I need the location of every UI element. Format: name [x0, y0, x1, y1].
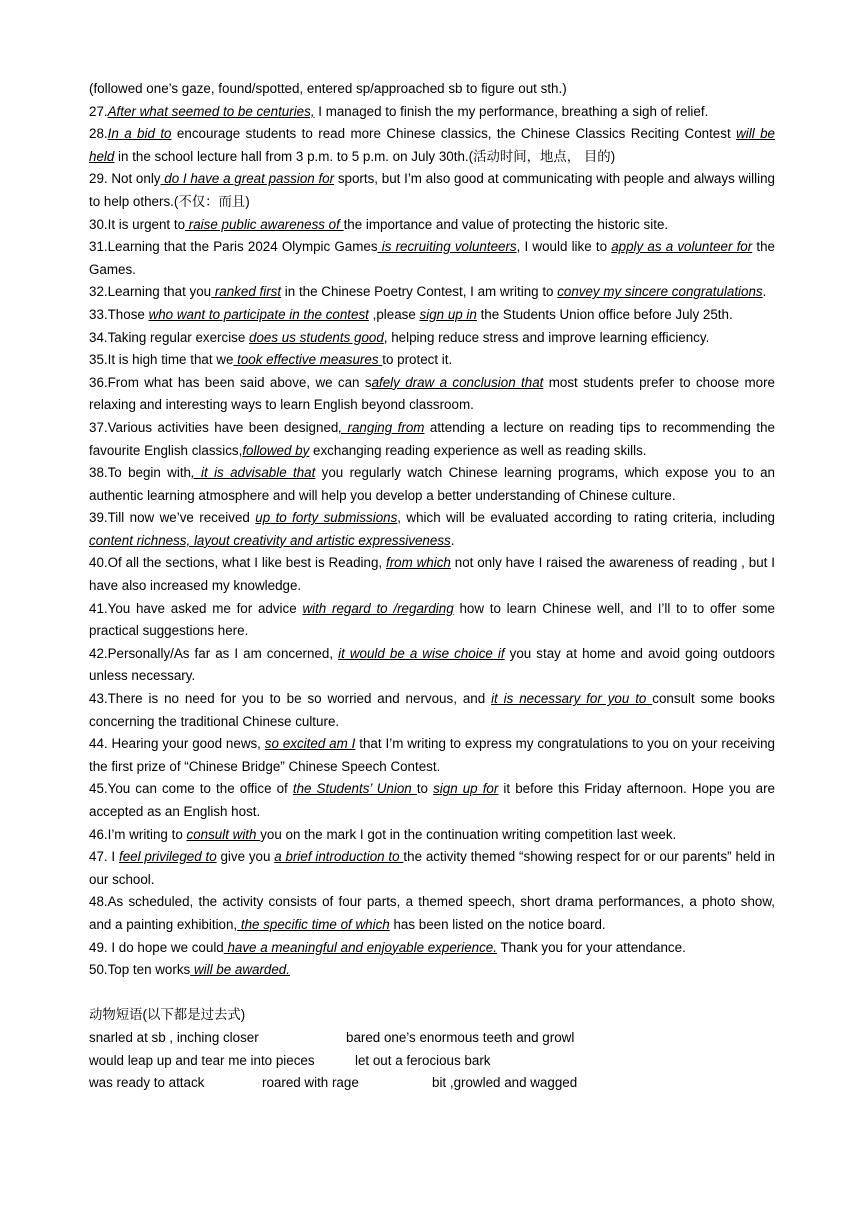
sentence-text: 44. Hearing your good news, — [89, 736, 265, 752]
key-phrase: it is necessary for you to — [491, 691, 653, 707]
sentence-paragraph — [89, 281, 775, 304]
key-phrase: the Students’ Union — [292, 781, 417, 797]
sentence-paragraph — [89, 778, 775, 823]
animal-phrase: bared one’s enormous teeth and growl — [346, 1029, 575, 1045]
key-phrase: consult with — [186, 826, 261, 842]
sentence-text: the Games. — [89, 239, 776, 277]
sentence-text: most students prefer to choose more relaxing and interesting ways to learn English beyond classroom. — [89, 374, 775, 413]
sentence-text: how to learn Chinese well, and I’ll to to offer some practical suggestions here. — [89, 600, 775, 639]
key-phrase: sign up in — [419, 306, 477, 322]
key-phrase: followed by — [242, 442, 310, 458]
sentence-text: Thank you for your attendance. — [496, 939, 686, 955]
sentence-text: 39.Till now we’ve received — [89, 510, 256, 526]
sentence-paragraph — [89, 846, 775, 891]
sentence-text: 28. — [89, 126, 108, 142]
sentence-paragraph — [89, 733, 775, 778]
key-phrase: After what seemed to be centuries, — [107, 103, 315, 119]
animal-phrase: was ready to attack — [89, 1075, 205, 1091]
sentence-text: that I’m writing to express my congratulations to you on your receiving the first prize of “Chinese Bridge” Chinese Speech Contest. — [89, 736, 775, 774]
key-phrase: ranked first — [211, 284, 282, 300]
sentence-text: 40.Of all the sections, what I like best is Reading, — [89, 555, 386, 571]
sentence-paragraph — [89, 598, 775, 643]
sentence-text: not only have I raised the awareness of reading , but I have also increased my knowledge. — [89, 555, 775, 594]
sentence-paragraph — [89, 417, 775, 462]
sentence-text: 46.I’m writing to — [89, 826, 187, 842]
sentence-paragraph — [89, 824, 775, 847]
sentence-text: 49. I do hope we could — [89, 939, 224, 955]
animal-phrase: would leap up and tear me into pieces — [89, 1052, 315, 1068]
key-phrase: does us students good — [249, 329, 384, 345]
sentence-text: 27. — [89, 103, 108, 119]
sentence-text: to — [416, 781, 434, 797]
sentence-paragraph — [89, 349, 775, 372]
sentence-text: 38.To begin with — [89, 465, 191, 481]
sentence-text: 36.From what has been said above, we can s — [89, 374, 372, 390]
sentence-paragraph — [89, 123, 775, 168]
sentence-text: 29. Not only — [89, 171, 161, 187]
sentence-text: 41.You have asked me for advice — [89, 600, 303, 616]
sentence-text: , I would like to — [516, 239, 612, 255]
sentence-paragraph — [89, 214, 775, 237]
key-phrase: convey my sincere congratulations — [557, 284, 763, 300]
sentence-list — [89, 78, 775, 982]
sentence-paragraph — [89, 236, 775, 281]
document-body — [89, 78, 775, 1095]
key-phrase: afely draw a conclusion that — [371, 374, 544, 390]
key-phrase: apply as a volunteer for — [611, 239, 753, 255]
key-phrase: raise public awareness of — [185, 216, 344, 232]
sentence-paragraph — [89, 688, 775, 733]
sentence-paragraph — [89, 643, 775, 688]
sentence-text: I managed to finish the my performance, breathing a sigh of relief. — [314, 103, 709, 119]
sentence-text: has been listed on the notice board. — [389, 916, 606, 932]
sentence-paragraph — [89, 891, 775, 936]
key-phrase: from which — [385, 555, 451, 571]
animal-phrase-row — [89, 1050, 775, 1073]
sentence-text: you regularly watch Chinese learning programs, which expose you to an authentic learning atmosphere and will help you develop a better understanding of Chinese culture. — [89, 465, 775, 503]
sentence-paragraph — [89, 959, 775, 982]
sentence-text: 34.Taking regular exercise — [89, 329, 250, 345]
sentence-text: 42.Personally/As far as I am concerned, — [89, 645, 339, 661]
sentence-paragraph — [89, 552, 775, 597]
sentence-text: in the Chinese Poetry Contest, I am writing to — [281, 284, 558, 300]
sentence-text: . — [450, 532, 455, 548]
sentence-text: encourage students to read more Chinese classics, the Chinese Classics Reciting Contest — [171, 126, 737, 142]
key-phrase: is recruiting volunteers — [377, 239, 517, 255]
sentence-text: attending a lecture on reading tips to recommending the favourite English classics, — [89, 419, 775, 458]
animal-phrase: roared with rage — [262, 1075, 359, 1091]
key-phrase: do I have a great passion for — [160, 171, 335, 187]
sentence-text: 45.You can come to the office of — [89, 781, 293, 797]
sentence-text: ,please — [368, 306, 420, 322]
sentence-text: 35.It is high time that we — [89, 352, 234, 368]
animal-phrase: let out a ferocious bark — [355, 1052, 491, 1068]
key-phrase: a brief introduction to — [274, 849, 404, 865]
sentence-text: the activity themed “showing respect for or our parents” held in our school. — [89, 849, 775, 887]
key-phrase: In a bid to — [107, 126, 172, 142]
key-phrase: up to forty submissions — [255, 510, 398, 526]
key-phrase: so excited am I — [264, 736, 356, 752]
sentence-paragraph — [89, 372, 775, 417]
sentence-text: 43.There is no need for you to be so worried and nervous, and — [89, 691, 492, 707]
sentence-text: . — [762, 284, 767, 300]
key-phrase: , it is advisable that — [191, 465, 316, 481]
key-phrase: who want to participate in the contest — [148, 306, 369, 322]
blank-line — [89, 982, 775, 1005]
sentence-paragraph — [89, 168, 775, 213]
sentence-text: to protect it. — [382, 352, 453, 368]
key-phrase: will be awarded. — [190, 962, 290, 978]
sentence-paragraph — [89, 507, 775, 552]
sentence-paragraph — [89, 304, 775, 327]
sentence-text: , helping reduce stress and improve learning efficiency. — [383, 329, 710, 345]
sentence-paragraph — [89, 462, 775, 507]
sentence-text: the Students Union office before July 25th. — [476, 306, 733, 322]
sentence-text: sports, but I’m also good at communicating with people and always willing to help others.(不仅：而且) — [89, 171, 775, 209]
key-phrase: sign up for — [433, 781, 499, 797]
sentence-paragraph — [89, 101, 775, 124]
animal-phrase: snarled at sb , inching closer — [89, 1029, 259, 1045]
sentence-paragraph — [89, 327, 775, 350]
sentence-text: you on the mark I got in the continuation writing competition last week. — [260, 826, 677, 842]
key-phrase: have a meaningful and enjoyable experience. — [223, 939, 497, 955]
sentence-text: 47. I — [89, 849, 119, 865]
key-phrase: took effective measures — [233, 352, 383, 368]
sentence-text: 37.Various activities have been designed — [89, 419, 339, 435]
key-phrase: feel privileged to — [118, 849, 217, 865]
sentence-text: exchanging reading experience as well as reading skills. — [309, 442, 647, 458]
key-phrase: the specific time of which — [237, 916, 390, 932]
animal-phrase-row — [89, 1072, 775, 1095]
sentence-text: 31.Learning that the Paris 2024 Olympic Games — [89, 239, 378, 255]
sentence-text: 50.Top ten works — [89, 962, 191, 978]
sentence-text: 30.It is urgent to — [89, 216, 186, 232]
sentence-text: 33.Those — [89, 306, 149, 322]
sentence-text: 32.Learning that you — [89, 284, 212, 300]
key-phrase: , ranging from — [338, 419, 425, 435]
sentence-text: (followed one’s gaze, found/spotted, entered sp/approached sb to figure out sth.) — [89, 81, 567, 96]
sentence-text: give you — [216, 849, 275, 865]
sentence-text: it before this Friday afternoon. Hope you are accepted as an English host. — [89, 781, 775, 819]
sentence-paragraph — [89, 78, 775, 101]
sentence-text: in the school lecture hall from 3 p.m. to 5 p.m. on July 30th.(活动时间，地点， 目的) — [114, 148, 616, 164]
sentence-text: you stay at home and avoid going outdoors unless necessary. — [89, 645, 775, 684]
sentence-text: 48.As scheduled, the activity consists of four parts, a themed speech, short drama performances, a photo show, and a painting exhibition, — [89, 894, 775, 932]
animal-phrase-row — [89, 1027, 775, 1050]
key-phrase: with regard to /regarding — [302, 600, 454, 616]
sentence-text: the importance and value of protecting the historic site. — [343, 216, 669, 232]
key-phrase: content richness, layout creativity and artistic expressiveness — [89, 532, 451, 548]
key-phrase: will be held — [89, 126, 775, 164]
animal-phrase: bit ,growled and wagged — [432, 1075, 578, 1091]
sentence-text: consult some books concerning the traditional Chinese culture. — [89, 691, 775, 729]
sentence-paragraph — [89, 937, 775, 960]
sentence-text: , which will be evaluated according to rating criteria, including — [397, 510, 775, 526]
key-phrase: it would be a wise choice if — [338, 645, 505, 661]
animal-phrases-heading: 动物短语(以下都是过去式) — [89, 1007, 246, 1023]
